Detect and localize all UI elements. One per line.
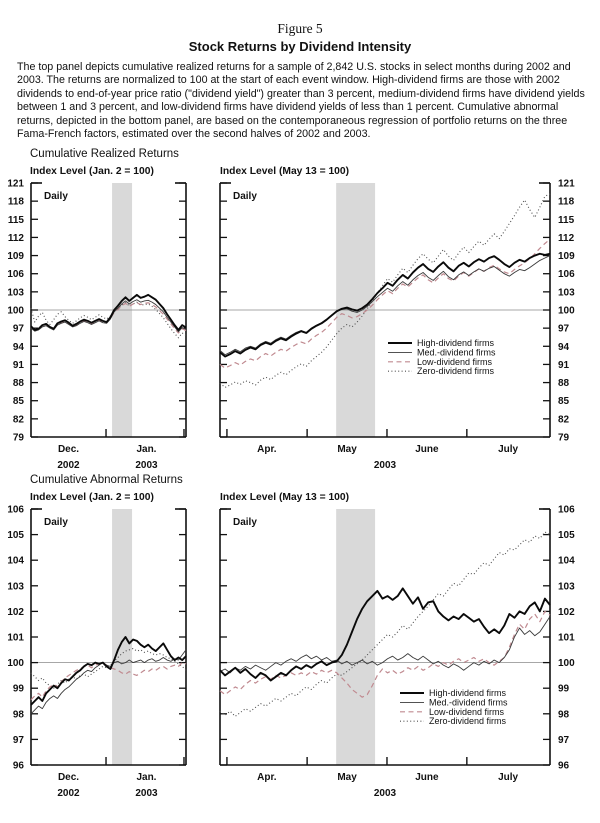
y-tick-label: 104 xyxy=(7,555,24,567)
y-tick-label: 98 xyxy=(12,709,24,721)
frequency-label: Daily xyxy=(233,517,257,528)
y-tick-label: 97 xyxy=(558,323,570,335)
y-tick-label: 85 xyxy=(12,396,24,408)
legend-label: High-dividend firms xyxy=(417,338,495,348)
x-month-label: Jan. xyxy=(136,772,157,783)
y-tick-label: 94 xyxy=(558,341,570,353)
y-tick-label: 88 xyxy=(558,378,570,390)
y-tick-label: 79 xyxy=(12,432,24,444)
series-line-med-dividend-firms xyxy=(220,256,550,358)
legend-label: Low-dividend firms xyxy=(417,356,493,367)
x-month-label: July xyxy=(498,772,519,783)
x-year-label: 2003 xyxy=(373,460,397,471)
y-tick-label: 115 xyxy=(7,214,24,226)
y-tick-label: 79 xyxy=(558,432,570,444)
x-month-label: June xyxy=(415,772,439,783)
y-tick-label: 102 xyxy=(7,606,24,618)
panel-heading-realized-returns: Cumulative Realized Returns xyxy=(30,148,179,160)
y-tick-label: 99 xyxy=(12,683,24,695)
series-line-high-dividend-firms xyxy=(31,637,186,705)
y-tick-label: 103 xyxy=(7,287,24,299)
legend-label: Zero-dividend firms xyxy=(429,716,507,727)
series-line-med-dividend-firms xyxy=(220,617,550,673)
x-year-label: 2003 xyxy=(135,460,158,471)
y-tick-label: 82 xyxy=(558,414,570,426)
y-tick-label: 102 xyxy=(558,606,575,618)
x-month-label: Dec. xyxy=(57,444,80,455)
x-month-label: May xyxy=(337,444,357,455)
frequency-label: Daily xyxy=(44,191,68,202)
y-tick-label: 103 xyxy=(558,581,575,593)
axis-title-bottom-right: Index Level (May 13 = 100) xyxy=(220,492,350,503)
y-tick-label: 118 xyxy=(7,196,24,208)
y-tick-label: 96 xyxy=(558,760,570,772)
event-window-band xyxy=(336,509,375,765)
y-tick-label: 100 xyxy=(7,658,24,670)
x-month-label: Apr. xyxy=(257,772,277,783)
y-tick-label: 100 xyxy=(558,658,575,670)
y-tick-label: 106 xyxy=(558,504,575,516)
y-tick-label: 121 xyxy=(7,178,24,190)
y-tick-label: 101 xyxy=(558,632,575,644)
series-line-high-dividend-firms xyxy=(220,588,550,680)
y-tick-label: 103 xyxy=(7,581,24,593)
y-tick-label: 106 xyxy=(7,269,24,281)
y-tick-label: 99 xyxy=(558,683,570,695)
y-tick-label: 85 xyxy=(558,396,570,408)
x-year-label: 2002 xyxy=(57,460,80,471)
x-month-label: May xyxy=(337,772,357,783)
frequency-label: Daily xyxy=(44,517,68,528)
figure-title: Stock Returns by Dividend Intensity xyxy=(188,39,412,54)
y-tick-label: 97 xyxy=(558,734,570,746)
series-line-low-dividend-firms xyxy=(220,611,550,697)
y-tick-label: 115 xyxy=(558,214,575,226)
y-tick-label: 109 xyxy=(7,251,24,263)
chart-abnormal-apr-jul xyxy=(220,505,575,800)
y-tick-label: 109 xyxy=(558,251,575,263)
legend-label: High-dividend firms xyxy=(429,688,507,698)
x-year-label: 2002 xyxy=(57,788,80,799)
y-tick-label: 118 xyxy=(558,196,575,208)
chart-realized-dec-jan xyxy=(7,179,186,472)
y-tick-label: 105 xyxy=(558,530,575,542)
y-tick-label: 101 xyxy=(7,632,24,644)
y-tick-label: 91 xyxy=(12,359,24,371)
y-tick-label: 98 xyxy=(558,709,570,721)
y-tick-label: 103 xyxy=(558,287,575,299)
legend xyxy=(400,688,508,726)
figure-caption: The top panel depicts cumulative realized returns for a sample of 2,842 U.S. stocks in select months during 2002 and 2003. The returns are normalized to 100 at the start of each event window. High-dividend firms are those with 2002 dividends to end-of-year price ratio ("dividend yield") greater than 3 percent, medium-dividend firms have dividend yields between 1 and 3 percent, and low-dividend firms have dividend yields of less than 1 percent. Cumulative abnormal returns, depicted in the bottom panel, are based on the contemporaneous regression of portfolio returns on the three Fama-French factors, estimated over the second halves of 2002 and 2003. xyxy=(17,61,585,141)
y-tick-label: 94 xyxy=(12,341,24,353)
y-tick-label: 97 xyxy=(12,734,24,746)
axis-title-top-left: Index Level (Jan. 2 = 100) xyxy=(30,166,154,177)
x-month-label: June xyxy=(415,444,439,455)
y-tick-label: 100 xyxy=(558,305,575,317)
x-year-label: 2003 xyxy=(135,788,158,799)
x-month-label: Dec. xyxy=(57,772,80,783)
y-tick-label: 106 xyxy=(558,269,575,281)
series-line-high-dividend-firms xyxy=(31,295,186,330)
y-tick-label: 88 xyxy=(12,378,24,390)
series-line-med-dividend-firms xyxy=(31,650,186,714)
y-tick-label: 97 xyxy=(12,323,24,335)
y-tick-label: 105 xyxy=(7,530,24,542)
legend-label: Med.-dividend firms xyxy=(429,697,508,708)
legend-label: Low-dividend firms xyxy=(429,706,505,717)
y-tick-label: 121 xyxy=(558,178,575,190)
frequency-label: Daily xyxy=(233,191,257,202)
event-window-band xyxy=(112,509,132,765)
legend-label: Med.-dividend firms xyxy=(417,347,496,358)
x-year-label: 2003 xyxy=(373,788,397,799)
chart-realized-apr-jul xyxy=(220,179,575,472)
legend xyxy=(388,338,496,376)
figure-number: Figure 5 xyxy=(277,21,323,36)
series-line-low-dividend-firms xyxy=(220,239,550,368)
panel-heading-abnormal-returns: Cumulative Abnormal Returns xyxy=(30,474,183,486)
y-tick-label: 112 xyxy=(7,232,24,244)
y-tick-label: 100 xyxy=(7,305,24,317)
axis-title-top-right: Index Level (May 13 = 100) xyxy=(220,166,350,177)
y-tick-label: 96 xyxy=(12,760,24,772)
legend-label: Zero-dividend firms xyxy=(417,366,495,377)
chart-abnormal-dec-jan xyxy=(7,505,186,800)
y-tick-label: 91 xyxy=(558,359,570,371)
y-tick-label: 112 xyxy=(558,232,575,244)
axis-title-bottom-left: Index Level (Jan. 2 = 100) xyxy=(30,492,154,503)
x-month-label: Apr. xyxy=(257,444,277,455)
y-tick-label: 106 xyxy=(7,504,24,516)
x-month-label: Jan. xyxy=(136,444,157,455)
y-tick-label: 82 xyxy=(12,414,24,426)
x-month-label: July xyxy=(498,444,519,455)
y-tick-label: 104 xyxy=(558,555,575,567)
